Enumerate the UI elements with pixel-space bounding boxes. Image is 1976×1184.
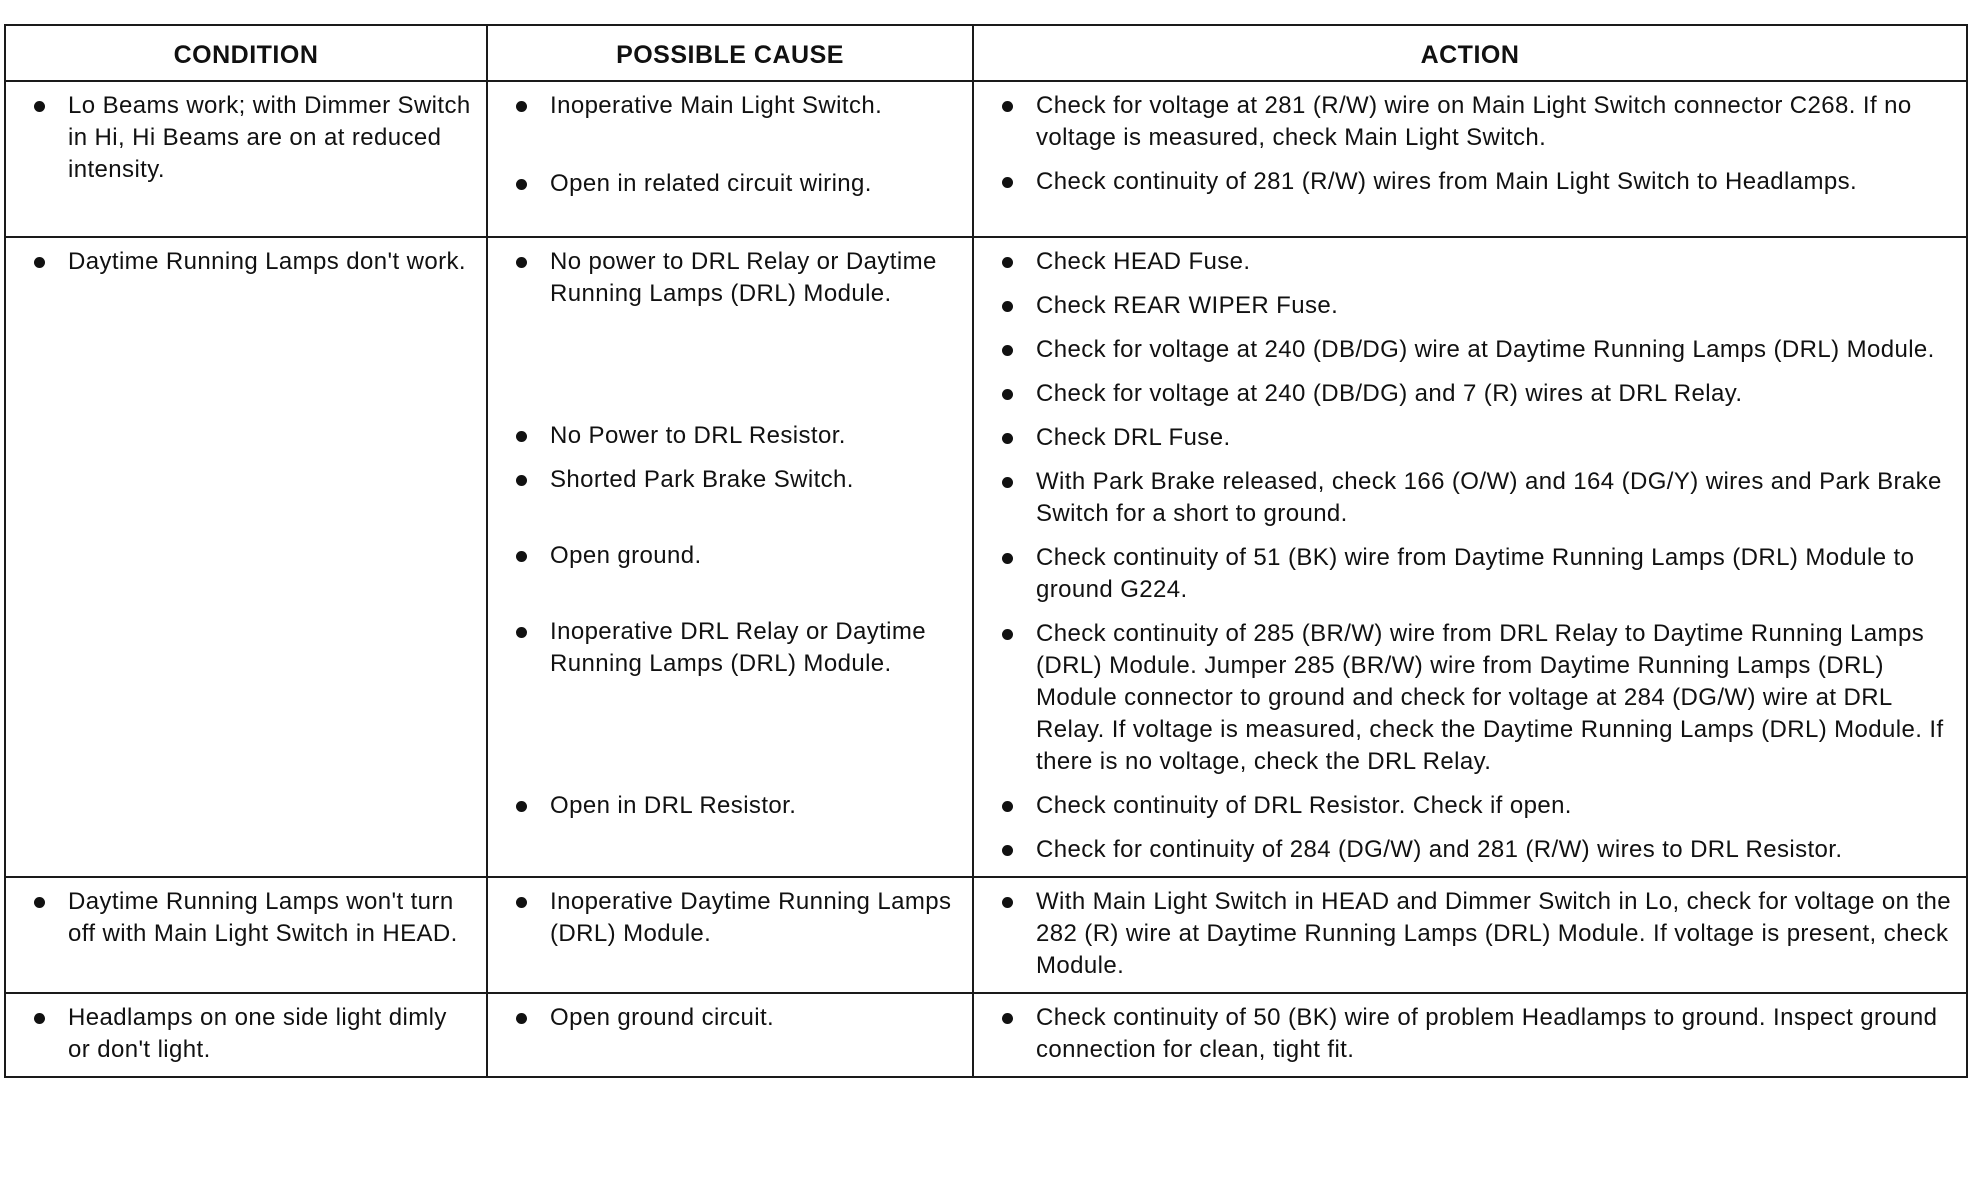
action-text: Check continuity of 51 (BK) wire from Daytime Running Lamps (DRL) Module to ground G224. xyxy=(1036,544,1915,603)
cause-text: Open ground. xyxy=(550,542,702,569)
cause-text: Open in DRL Resistor. xyxy=(550,792,797,819)
cause-text: Open ground circuit. xyxy=(550,1004,775,1031)
action-text: Check for voltage at 240 (DB/DG) wire at Daytime Running Lamps (DRL) Module. xyxy=(1036,336,1935,363)
action-cell xyxy=(973,81,1967,237)
action-item xyxy=(994,290,1952,322)
cause-text: Inoperative Main Light Switch. xyxy=(550,92,883,119)
cause-text: No power to DRL Relay or Daytime Running Lamps (DRL) Module. xyxy=(550,248,937,307)
bullet-icon xyxy=(516,431,527,442)
action-item xyxy=(994,790,1952,822)
cause-item xyxy=(508,790,958,822)
bullet-icon xyxy=(34,897,45,908)
cause-text: Inoperative Daytime Running Lamps (DRL) Module. xyxy=(550,888,952,947)
header-row xyxy=(5,25,1967,81)
bullet-icon xyxy=(34,101,45,112)
action-cell xyxy=(973,993,1967,1077)
bullet-icon xyxy=(1002,801,1013,812)
bullet-icon xyxy=(516,101,527,112)
action-item xyxy=(994,466,1952,530)
bullet-icon xyxy=(1002,389,1013,400)
action-item xyxy=(994,422,1952,454)
condition-text: Lo Beams work; with Dimmer Switch in Hi, Hi Beams are on at reduced intensity. xyxy=(68,92,471,183)
cause-item xyxy=(508,1002,958,1034)
condition-item xyxy=(26,90,472,186)
bullet-icon xyxy=(1002,553,1013,564)
bullet-icon xyxy=(1002,477,1013,488)
action-text: Check continuity of 281 (R/W) wires from Main Light Switch to Headlamps. xyxy=(1036,168,1858,195)
action-item xyxy=(994,90,1952,154)
cause-item xyxy=(508,420,958,452)
table-row xyxy=(5,237,1967,877)
table-row xyxy=(5,877,1967,993)
action-item xyxy=(994,618,1952,778)
bullet-icon xyxy=(516,551,527,562)
cause-item xyxy=(508,90,958,122)
action-text: With Main Light Switch in HEAD and Dimmer Switch in Lo, check for voltage on the 282 (R) wire at Daytime Running Lamps (DRL) Module. If voltage is present, check Module. xyxy=(1036,888,1952,979)
cause-cell xyxy=(487,993,973,1077)
cause-item xyxy=(508,540,958,572)
cause-cell xyxy=(487,81,973,237)
action-item xyxy=(994,542,1952,606)
action-item xyxy=(994,334,1952,366)
table-row xyxy=(5,81,1967,237)
bullet-icon xyxy=(516,801,527,812)
condition-item xyxy=(26,886,472,950)
action-item xyxy=(994,378,1952,410)
action-text: Check HEAD Fuse. xyxy=(1036,248,1251,275)
condition-item xyxy=(26,1002,472,1066)
action-text: Check for voltage at 281 (R/W) wire on Main Light Switch connector C268. If no voltage is measured, check Main Light Switch. xyxy=(1036,92,1912,151)
cause-item xyxy=(508,168,958,200)
bullet-icon xyxy=(516,179,527,190)
action-item xyxy=(994,886,1952,982)
bullet-icon xyxy=(1002,101,1013,112)
bullet-icon xyxy=(516,257,527,268)
condition-text: Daytime Running Lamps won't turn off with Main Light Switch in HEAD. xyxy=(68,888,458,947)
action-text: Check REAR WIPER Fuse. xyxy=(1036,292,1339,319)
bullet-icon xyxy=(1002,629,1013,640)
cause-item xyxy=(508,616,958,680)
condition-item xyxy=(26,246,472,278)
bullet-icon xyxy=(1002,845,1013,856)
action-text: Check continuity of 50 (BK) wire of problem Headlamps to ground. Inspect ground connection for clean, tight fit. xyxy=(1036,1004,1938,1063)
bullet-icon xyxy=(34,257,45,268)
action-cell xyxy=(973,237,1967,877)
cause-item xyxy=(508,886,958,950)
action-item xyxy=(994,246,1952,278)
action-text: Check DRL Fuse. xyxy=(1036,424,1231,451)
action-text: Check for voltage at 240 (DB/DG) and 7 (R) wires at DRL Relay. xyxy=(1036,380,1743,407)
bullet-icon xyxy=(1002,1013,1013,1024)
header-condition: CONDITION xyxy=(5,25,487,81)
action-item xyxy=(994,166,1952,198)
action-text: Check continuity of DRL Resistor. Check if open. xyxy=(1036,792,1572,819)
cause-item xyxy=(508,246,958,310)
bullet-icon xyxy=(516,897,527,908)
cause-cell xyxy=(487,877,973,993)
header-action: ACTION xyxy=(973,25,1967,81)
action-text: With Park Brake released, check 166 (O/W) and 164 (DG/Y) wires and Park Brake Switch for a short to ground. xyxy=(1036,468,1942,527)
bullet-icon xyxy=(1002,897,1013,908)
action-cell xyxy=(973,877,1967,993)
action-item xyxy=(994,834,1952,866)
cause-text: No Power to DRL Resistor. xyxy=(550,422,846,449)
cause-item xyxy=(508,464,958,496)
table-row xyxy=(5,993,1967,1077)
condition-cell xyxy=(5,877,487,993)
bullet-icon xyxy=(1002,345,1013,356)
condition-cell xyxy=(5,993,487,1077)
diagnosis-table xyxy=(4,24,1968,1078)
bullet-icon xyxy=(516,627,527,638)
cause-cell xyxy=(487,237,973,877)
cause-text: Open in related circuit wiring. xyxy=(550,170,872,197)
action-text: Check for continuity of 284 (DG/W) and 281 (R/W) wires to DRL Resistor. xyxy=(1036,836,1843,863)
cause-text: Shorted Park Brake Switch. xyxy=(550,466,854,493)
bullet-icon xyxy=(516,475,527,486)
bullet-icon xyxy=(1002,177,1013,188)
condition-text: Daytime Running Lamps don't work. xyxy=(68,248,466,275)
bullet-icon xyxy=(1002,257,1013,268)
action-text: Check continuity of 285 (BR/W) wire from DRL Relay to Daytime Running Lamps (DRL) Module. Jumper 285 (BR/W) wire from Daytime Running Lamps (DRL) Module connector to ground and check for voltage at 284 (DG/W) wire at DRL Relay. If voltage is measured, check the Daytime Running Lamps (DRL) Module. If there is no voltage, check the DRL Relay. xyxy=(1036,620,1944,775)
bullet-icon xyxy=(1002,433,1013,444)
bullet-icon xyxy=(1002,301,1013,312)
action-item xyxy=(994,1002,1952,1066)
condition-cell xyxy=(5,237,487,877)
bullet-icon xyxy=(516,1013,527,1024)
bullet-icon xyxy=(34,1013,45,1024)
condition-text: Headlamps on one side light dimly or don't light. xyxy=(68,1004,447,1063)
cause-text: Inoperative DRL Relay or Daytime Running Lamps (DRL) Module. xyxy=(550,618,927,677)
condition-cell xyxy=(5,81,487,237)
header-possible-cause: POSSIBLE CAUSE xyxy=(487,25,973,81)
